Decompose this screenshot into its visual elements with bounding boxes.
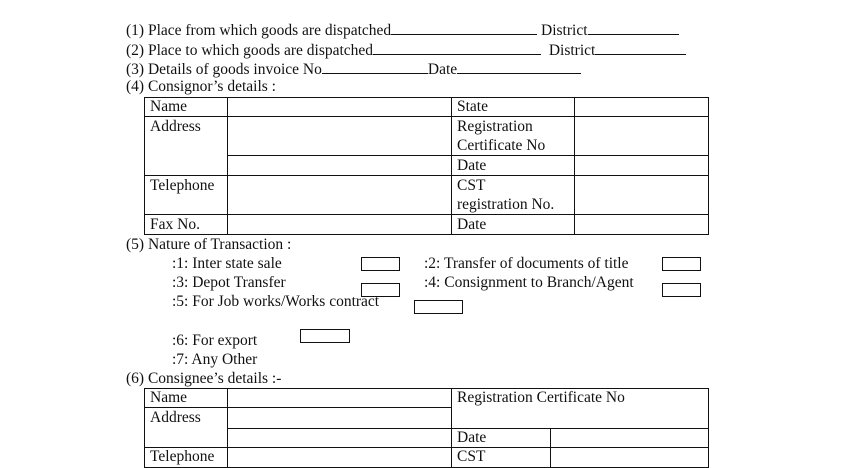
consignor-address-label: Address — [150, 118, 201, 135]
destination-district-field[interactable] — [595, 40, 686, 55]
option-2-label: :2: Transfer of documents of title — [424, 255, 629, 272]
consignor-row-sep — [227, 155, 709, 156]
item-2-label: (2) Place to which goods are dispatched — [126, 42, 374, 59]
consignee-row-sep — [144, 447, 709, 448]
consignor-reg-label-1: Registration — [457, 118, 533, 135]
item-1-district-label: District — [541, 22, 588, 39]
option-6-checkbox[interactable] — [300, 329, 350, 343]
option-7-label: :7: Any Other — [172, 351, 258, 368]
invoice-no-field[interactable] — [322, 59, 428, 74]
consignor-cst-label-1: CST — [457, 177, 486, 194]
item-2-district-label: District — [548, 42, 596, 59]
consignee-telephone-label: Telephone — [150, 448, 215, 465]
item-2-line — [126, 40, 686, 60]
option-4-label: :4: Consignment to Branch/Agent — [424, 274, 634, 291]
consignor-state-label: State — [457, 98, 488, 115]
item-3-label: (3) Details of goods invoice No — [126, 61, 322, 78]
consignor-telephone-label: Telephone — [150, 177, 215, 194]
option-5-label: :5: For Job works/Works contract — [172, 293, 380, 310]
option-6-label: :6: For export — [172, 332, 258, 349]
dispatch-district-field[interactable] — [588, 20, 679, 35]
consignor-state-field[interactable] — [576, 98, 707, 115]
consignee-cst-label: CST — [457, 448, 486, 465]
item-3-line — [126, 59, 581, 79]
item-1-label: (1) Place from which goods are dispatched — [126, 22, 392, 39]
consignee-divider-right — [550, 428, 551, 468]
consignee-row-sep — [144, 407, 451, 408]
item-1-line — [126, 20, 679, 40]
consignor-name-field[interactable] — [229, 98, 449, 115]
consignor-row-sep — [144, 116, 709, 117]
option-1-checkbox[interactable] — [361, 257, 400, 271]
consignor-cst-date-label: Date — [457, 216, 487, 233]
invoice-date-field[interactable] — [457, 59, 581, 74]
consignee-address-label: Address — [150, 409, 201, 426]
item-4-label: (4) Consignor’s details : — [126, 78, 276, 95]
consignor-cst-label-2: registration No. — [457, 196, 555, 213]
consignee-name-field[interactable] — [229, 389, 449, 406]
destination-place-field[interactable] — [373, 40, 541, 55]
consignee-name-label: Name — [150, 389, 188, 406]
consignee-date-field[interactable] — [552, 429, 707, 446]
consignee-date-label: Date — [457, 429, 487, 446]
dispatch-place-field[interactable] — [391, 20, 537, 35]
option-5-checkbox[interactable] — [414, 300, 463, 314]
consignor-name-label: Name — [150, 98, 188, 115]
consignor-row-sep — [144, 214, 709, 215]
consignor-row-sep — [144, 175, 709, 176]
consignor-fax-label: Fax No. — [150, 216, 200, 233]
item-5-label: (5) Nature of Transaction : — [126, 236, 292, 253]
consignor-reg-label-2: Certificate No — [457, 137, 546, 154]
item-3-date-label: Date — [427, 61, 458, 78]
option-1-label: :1: Inter state sale — [172, 255, 282, 272]
item-6-label: (6) Consignee’s details :- — [126, 370, 282, 387]
consignee-reg-label: Registration Certificate No — [457, 389, 625, 406]
consignor-date-label: Date — [457, 157, 487, 174]
option-4-checkbox[interactable] — [662, 283, 701, 297]
option-2-checkbox[interactable] — [662, 257, 701, 271]
option-3-label: :3: Depot Transfer — [172, 274, 286, 291]
